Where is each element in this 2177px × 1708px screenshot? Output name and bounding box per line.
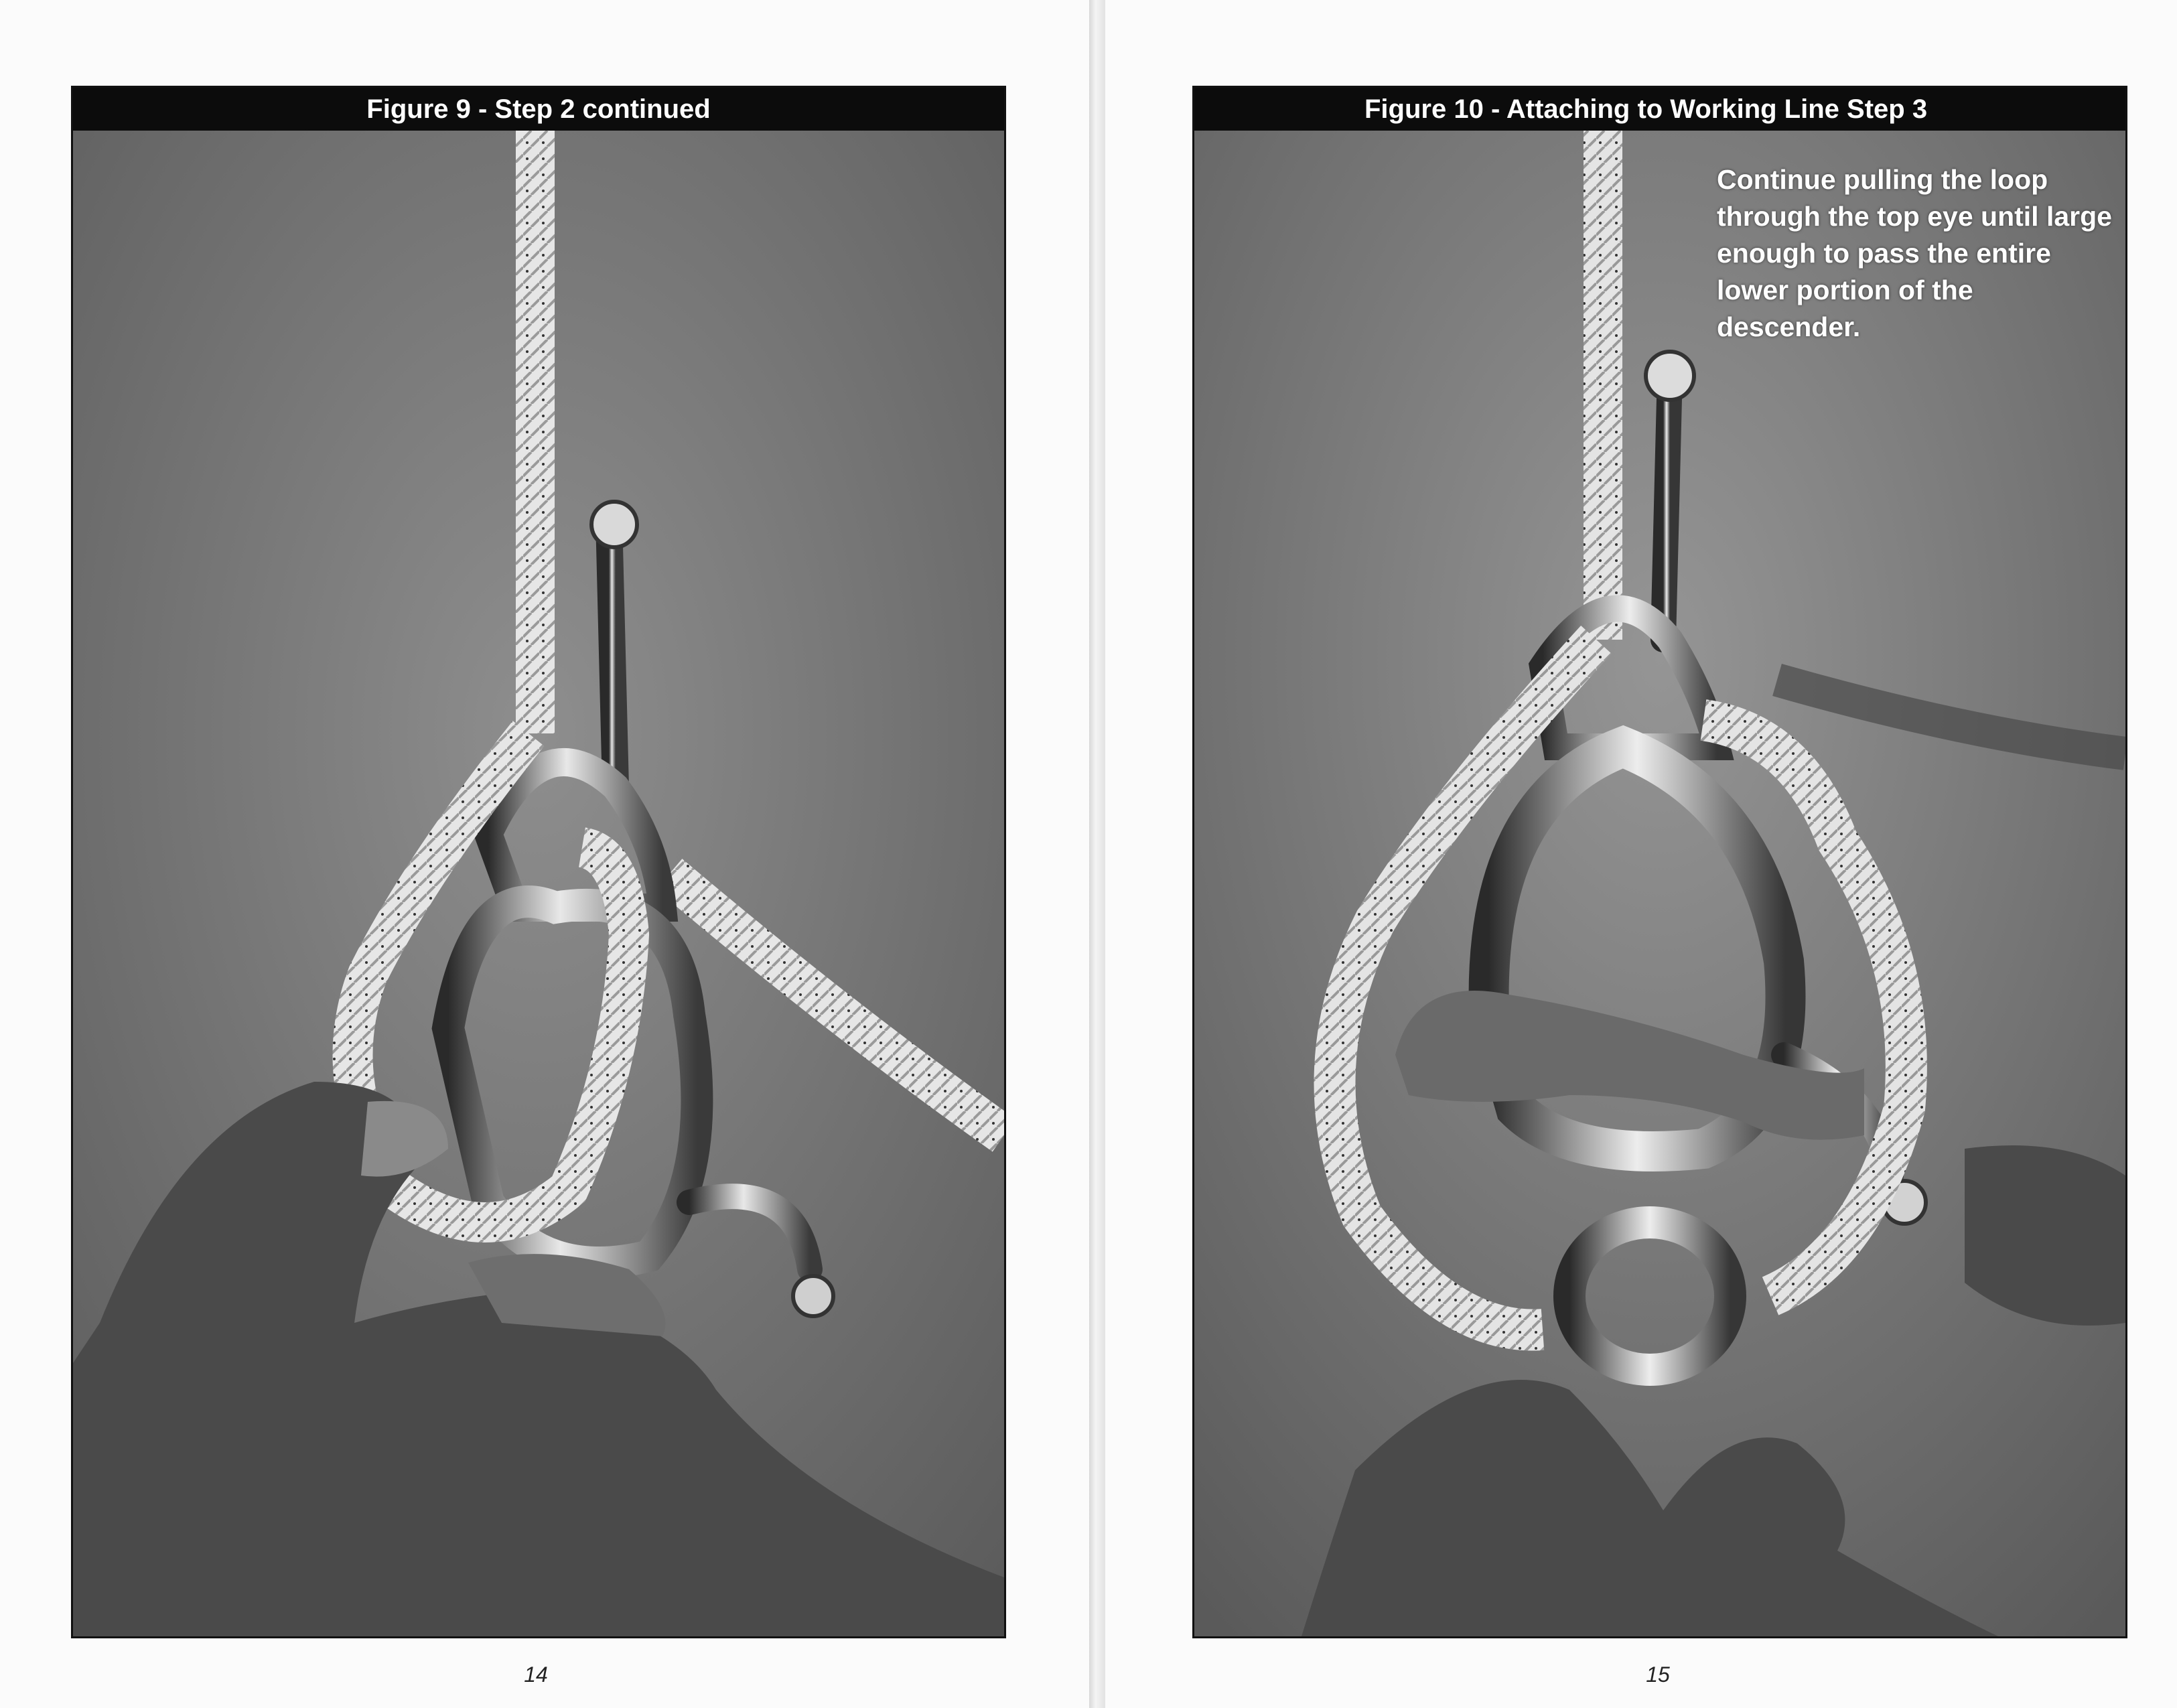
page-right bbox=[1105, 0, 2177, 1708]
figure-10-caption: Figure 10 - Attaching to Working Line Step 3 bbox=[1194, 88, 2125, 131]
figure-9-frame bbox=[71, 86, 1006, 1638]
figure-9-photo bbox=[73, 131, 1004, 1636]
booklet-gutter bbox=[1089, 0, 1105, 1708]
page-number-left: 14 bbox=[524, 1662, 548, 1687]
figure-10-frame bbox=[1192, 86, 2127, 1638]
figure-9-caption: Figure 9 - Step 2 continued bbox=[73, 88, 1004, 131]
instruction-text: Continue pulling the loop through the top eye until large enough to pass the entire lower portion of the descender. bbox=[1717, 164, 2112, 342]
page-number-right: 15 bbox=[1646, 1662, 1670, 1687]
figure-10-photo bbox=[1194, 131, 2125, 1636]
